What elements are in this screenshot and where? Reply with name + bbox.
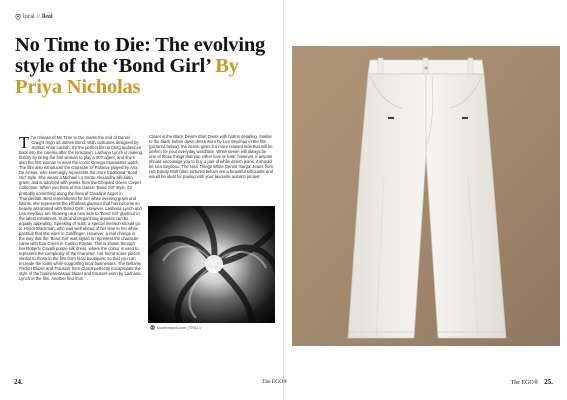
right-page-number: 25. <box>544 378 553 386</box>
article-column-2 <box>149 134 273 179</box>
article-headline <box>15 35 275 98</box>
right-page <box>284 0 567 400</box>
left-magazine-name: The EGO® <box>262 379 288 385</box>
image-caption <box>150 325 201 330</box>
gun-barrel-graphic <box>148 206 275 323</box>
drop-cap: T <box>19 133 30 152</box>
section-label <box>15 14 53 20</box>
headline-byline: By Priya Nicholas <box>15 55 239 98</box>
caption-text: shutterstock.com (TRILL) <box>157 325 201 330</box>
white-jeans-photo <box>292 46 560 346</box>
right-footer <box>511 378 553 386</box>
right-magazine-name: The EGO® <box>510 380 539 386</box>
map-pin-icon <box>15 14 21 20</box>
headline-title: No Time to Die: The evolving style of the ‘Bond Girl’ <box>15 34 266 77</box>
section-prefix: local <box>23 14 35 20</box>
section-separator: // <box>36 14 41 20</box>
gun-barrel-image <box>148 206 275 323</box>
section-name: lleol <box>42 14 53 20</box>
white-jeans-image <box>292 46 560 346</box>
camera-icon <box>150 325 155 330</box>
left-footer <box>14 378 288 386</box>
column-1-text: he release of No Time to Die marks the end of Daniel Craig’s reign as James Bond. With costumes designed by Suttirat Anne Larlarb, it’s the perfect film to bring audiences back into the cinema after the lockdown. Lashana Lynch is making history by being the first woman to play a 007 agent, and she’s also the first woman to wear the iconic Omega Seamaster watch. The film also introduces the character of Paloma, played by Ana De Armas, who seemingly represents the more traditional ‘Bond Girl’ style. She wears a Michael Lo Sordo Alexandra silk-satin gown, and is adorned with jewels from the Chopard Green Carpet Collection. When you think of this classic ‘Bond Girl’ style, it’s probably something along the lines of Claudine Auger in Thunderball. Best remembered for her white evening gown and bikinis, she represents the effortless glamour that has become so heavily associated with ‘Bond Girls’. However, Lashana Lynch and Lea Seydoux are showing us a new side to ‘Bond Girl’ glamour in the latest instalment. Suits and elegant day dresses can be equally appealing. Speaking of suits, a special mention should go to Honor Blackman, who was well ahead of her time in her white pantsuit that she wore in Goldfinger. However, a real change in the way that the ‘Bond Girl’ was styled to represent the character came with Eva Green in Casino Royale. This is shown through her Roberto Cavalli purple silk dress, where the colour is used to represent the complexity of the character. I’ve found some pieces similar to those in the film from local boutiques, so that you can recreate the looks while supporting local businesses. The Bellamy Pocket Blazer and Trousers from Closet perfectly encapsulate the style of the business-casual blazer and trousers worn by Lashana Lynch in the film. Another find from <box>19 135 142 282</box>
left-page-number: 24. <box>14 378 23 386</box>
column-2-text: Closet is the Black Denim Shirt Dress with button detailing. Similar to the black button down dress worn by Lea Seydoux in the film (pictured below), the denim gives it a more relaxed look that will be perfect for your everyday wardrobe. White denim will always be one of those things that you either love or hate; however, if anyone should encourage you to buy a pair of white denim jeans, it should be Lea Seydoux. The Nice Things White Denim ‘Sarga’ Jeans from Hot Dandy Wolf (also pictured below) are a beautiful silhouette and would be ideal for pairing with your favourite autumn jumper. <box>149 134 273 180</box>
article-column-1 <box>19 135 142 281</box>
